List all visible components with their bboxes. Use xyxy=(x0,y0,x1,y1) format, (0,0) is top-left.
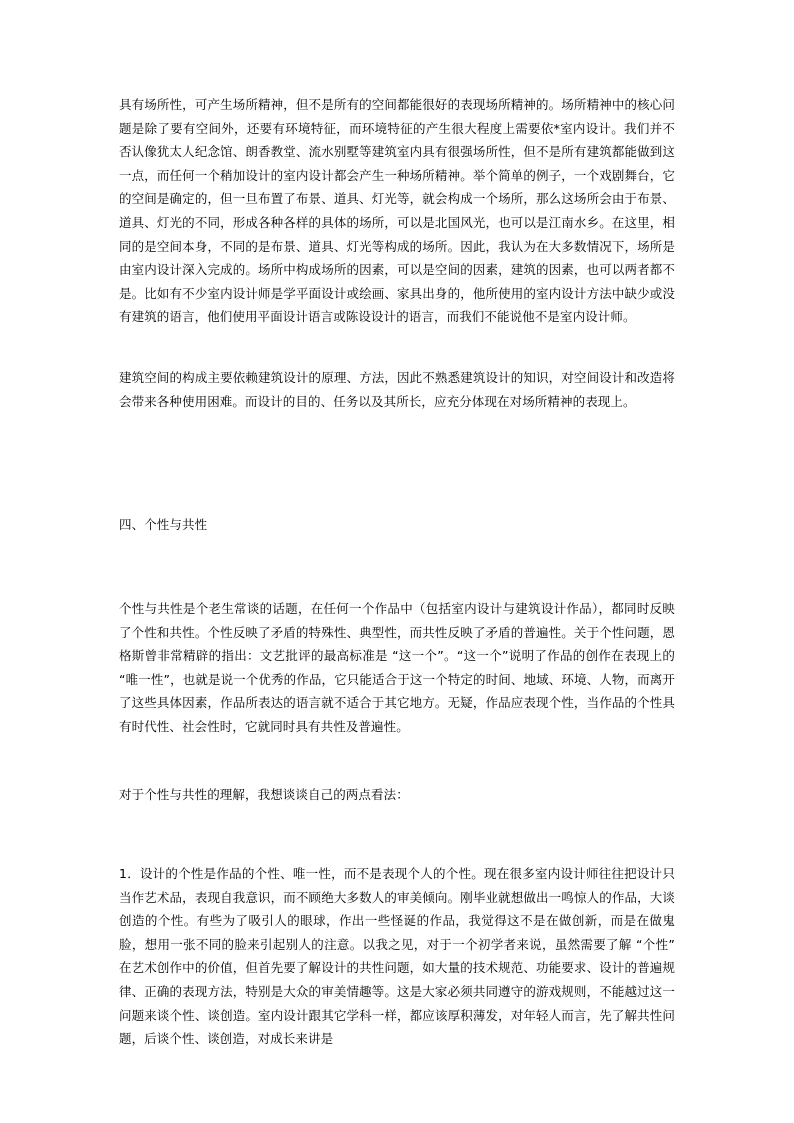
section-heading-individuality-commonality: 四、个性与共性 xyxy=(119,517,208,532)
paragraph-two-views-intro: 对于个性与共性的理解，我想谈谈自己的两点看法： xyxy=(119,787,409,802)
paragraph-individuality-commonality: 个性与共性是个老生常谈的话题，在任何一个作品中（包括室内设计与建筑设计作品），都同时反映了个性和共性。个性反映了矛盾的特殊性、典型性，而共性反映了矛盾的普遍性。关于个性问题，恩格斯曾非常精辟的指出：文艺批评的最高标准是 “这一个”。“这一个”说明了作品的创作在表现上的 “唯一性”，也就是说一个优秀的作品，它只能适合于这一个特定的时间、地域、环境、人物，而离开了这些具体因素，作品所表达的语言就不适合于其它地方。无疑，作品应表现个性，当作品的个性具有时代性、社会性时，它就同时具有共性及普遍性。 xyxy=(119,601,675,734)
paragraph-architecture-space: 建筑空间的构成主要依赖建筑设计的原理、方法，因此不熟悉建筑设计的知识，对空间设计和改造将会带来各种使用困难。而设计的目的、任务以及其所长，应充分体现在对场所精神的表现上。 xyxy=(119,370,675,409)
paragraph-place-spirit: 具有场所性，可产生场所精神，但不是所有的空间都能很好的表现场所精神的。场所精神中的核心问题是除了要有空间外，还要有环境特征，而环境特征的产生很大程度上需要依*室内设计。我们并不否认像犹太人纪念馆、朗香教堂、流水别墅等建筑室内具有很强场所性，但不是所有建筑都能做到这一点，而任何一个稍加设计的室内设计都会产生一种场所精神。举个简单的例子，一个戏剧舞台，它的空间是确定的，但一旦布置了布景、道具、灯光等，就会构成一个场所，那么这场所会由于布景、道具、灯光的不同，形成各种各样的具体的场所，可以是北国风光，也可以是江南水乡。在这里，相同的是空间本身，不同的是布景、道具、灯光等构成的场所。因此，我认为在大多数情况下，场所是由室内设计深入完成的。场所中构成场所的因素，可以是空间的因素，建筑的因素，也可以两者都不是。比如有不少室内设计师是学平面设计或绘画、家具出身的，他所使用的室内设计方法中缺少或没有建筑的语言，他们使用平面设计语言或陈设设计的语言，而我们不能说他不是室内设计师。 xyxy=(119,97,675,325)
paragraph-point-one: 1．设计的个性是作品的个性、唯一性，而不是表现个人的个性。现在很多室内设计师往往把设计只当作艺术品，表现自我意识，而不顾绝大多数人的审美倾向。刚毕业就想做出一鸣惊人的作品，大谈创造的个性。有些为了吸引人的眼球，作出一些怪诞的作品，我觉得这不是在做创新，而是在做鬼脸，想用一张不同的脸来引起别人的注意。以我之见，对于一个初学者来说，虽然需要了解 “个性” 在艺术创作中的价值，但首先要了解设计的共性问题，如大量的技术规范、功能要求、设计的普遍规律、正确的表现方法，特别是大众的审美情趣等。这是大家必须共同遵守的游戏规则，不能越过这一问题来谈个性、谈创造。室内设计跟其它学科一样，都应该厚积薄发，对年轻人而言，先了解共性问题，后谈个性、谈创造，对成长来讲是 xyxy=(119,866,675,1047)
